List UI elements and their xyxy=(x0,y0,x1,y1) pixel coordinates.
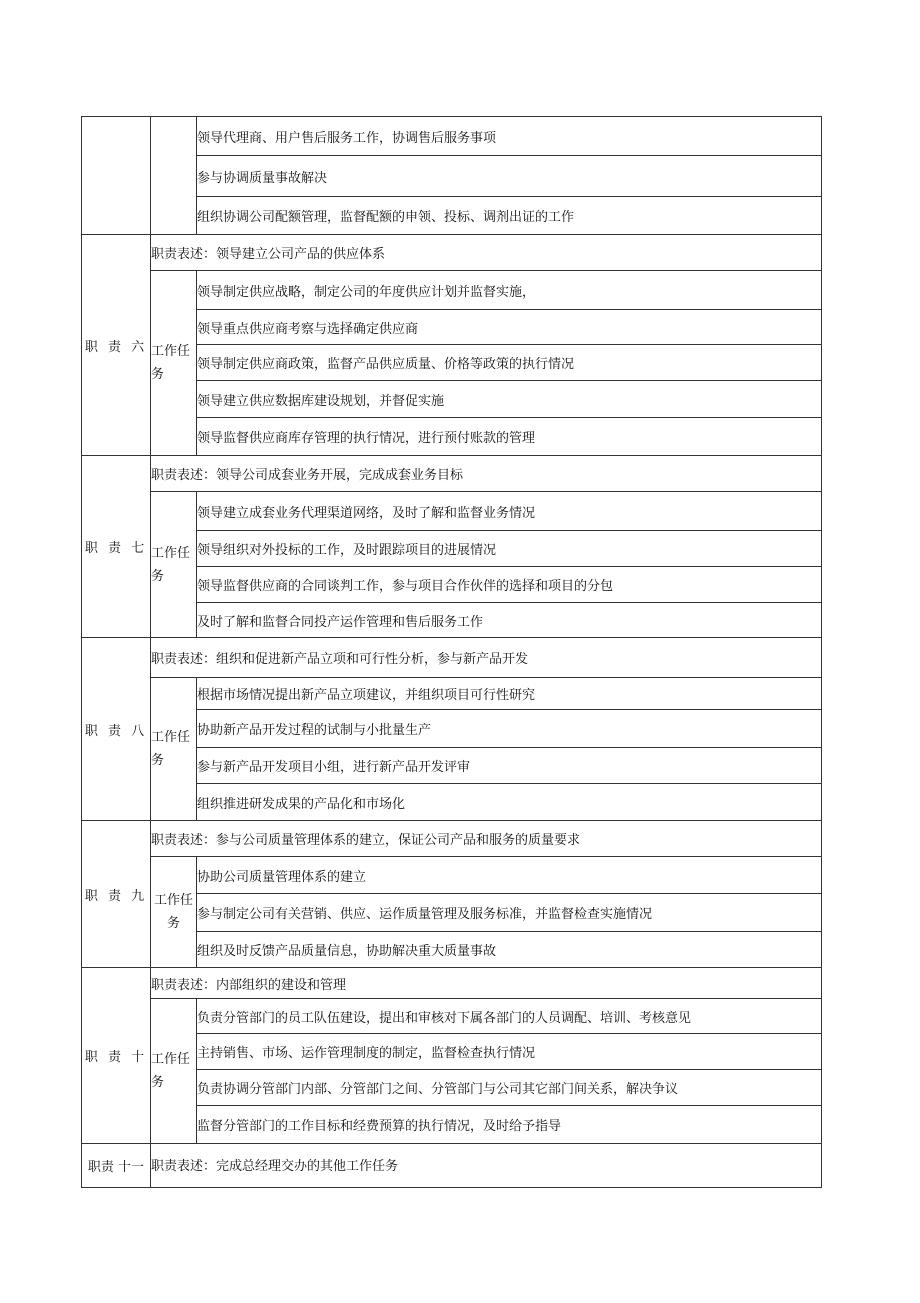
duty-description: 职责表述：完成总经理交办的其他工作任务 xyxy=(151,1144,822,1188)
task-item: 监督分管部门的工作目标和经费预算的执行情况，及时给予指导 xyxy=(197,1106,822,1144)
duty-label: 职 责 十 xyxy=(82,968,151,1144)
duties-table xyxy=(81,116,822,1188)
task-item: 领导监督供应商的合同谈判工作，参与项目合作伙伴的选择和项目的分包 xyxy=(197,567,822,603)
task-item: 及时了解和监督合同投产运作管理和售后服务工作 xyxy=(197,603,822,638)
task-item: 组织及时反馈产品质量信息，协助解决重大质量事故 xyxy=(197,932,822,968)
task-item: 协助新产品开发过程的试制与小批量生产 xyxy=(197,710,822,748)
task-label: 工作任务 xyxy=(151,857,197,968)
task-label: 工作任务 xyxy=(151,678,197,821)
task-item: 组织协调公司配额管理，监督配额的申领、投标、调剂出证的工作 xyxy=(197,197,822,235)
continued-task-cell xyxy=(151,117,197,235)
duty-description: 职责表述：参与公司质量管理体系的建立，保证公司产品和服务的质量要求 xyxy=(151,821,822,857)
task-item: 参与协调质量事故解决 xyxy=(197,156,822,197)
task-item: 负责协调分管部门内部、分管部门之间、分管部门与公司其它部门间关系，解决争议 xyxy=(197,1070,822,1106)
task-label: 工作任务 xyxy=(151,492,197,638)
duty-description: 职责表述：领导公司成套业务开展，完成成套业务目标 xyxy=(151,456,822,492)
task-item: 领导重点供应商考察与选择确定供应商 xyxy=(197,310,822,345)
task-item: 领导组织对外投标的工作，及时跟踪项目的进展情况 xyxy=(197,531,822,567)
task-item: 主持销售、市场、运作管理制度的制定，监督检查执行情况 xyxy=(197,1034,822,1070)
task-item: 领导建立成套业务代理渠道网络，及时了解和监督业务情况 xyxy=(197,492,822,531)
duty-label: 职 责 六 xyxy=(82,235,151,456)
task-label: 工作任务 xyxy=(151,999,197,1144)
task-item: 领导建立供应数据库建设规划，并督促实施 xyxy=(197,381,822,418)
task-item: 领导制定供应战略，制定公司的年度供应计划并监督实施， xyxy=(197,271,822,310)
task-label: 工作任务 xyxy=(151,271,197,456)
duty-description: 职责表述：领导建立公司产品的供应体系 xyxy=(151,235,822,271)
continued-duty-cell xyxy=(82,117,151,235)
task-item: 协助公司质量管理体系的建立 xyxy=(197,857,822,894)
task-item: 根据市场情况提出新产品立项建议，并组织项目可行性研究 xyxy=(197,678,822,710)
task-item: 领导监督供应商库存管理的执行情况，进行预付账款的管理 xyxy=(197,418,822,456)
duty-label: 职 责 七 xyxy=(82,456,151,638)
duty-label: 职 责 八 xyxy=(82,638,151,821)
duty-description: 职责表述：组织和促进新产品立项和可行性分析，参与新产品开发 xyxy=(151,638,822,678)
task-item: 领导代理商、用户售后服务工作，协调售后服务事项 xyxy=(197,117,822,156)
task-item: 负责分管部门的员工队伍建设，提出和审核对下属各部门的人员调配、培训、考核意见 xyxy=(197,999,822,1034)
task-item: 参与新产品开发项目小组，进行新产品开发评审 xyxy=(197,748,822,784)
task-item: 组织推进研发成果的产品化和市场化 xyxy=(197,784,822,821)
task-item: 参与制定公司有关营销、供应、运作质量管理及服务标准，并监督检查实施情况 xyxy=(197,894,822,932)
duty-description: 职责表述：内部组织的建设和管理 xyxy=(151,968,822,999)
duty-label: 职责 十一 xyxy=(82,1144,151,1188)
duty-label: 职 责 九 xyxy=(82,821,151,968)
task-item: 领导制定供应商政策，监督产品供应质量、价格等政策的执行情况 xyxy=(197,345,822,381)
